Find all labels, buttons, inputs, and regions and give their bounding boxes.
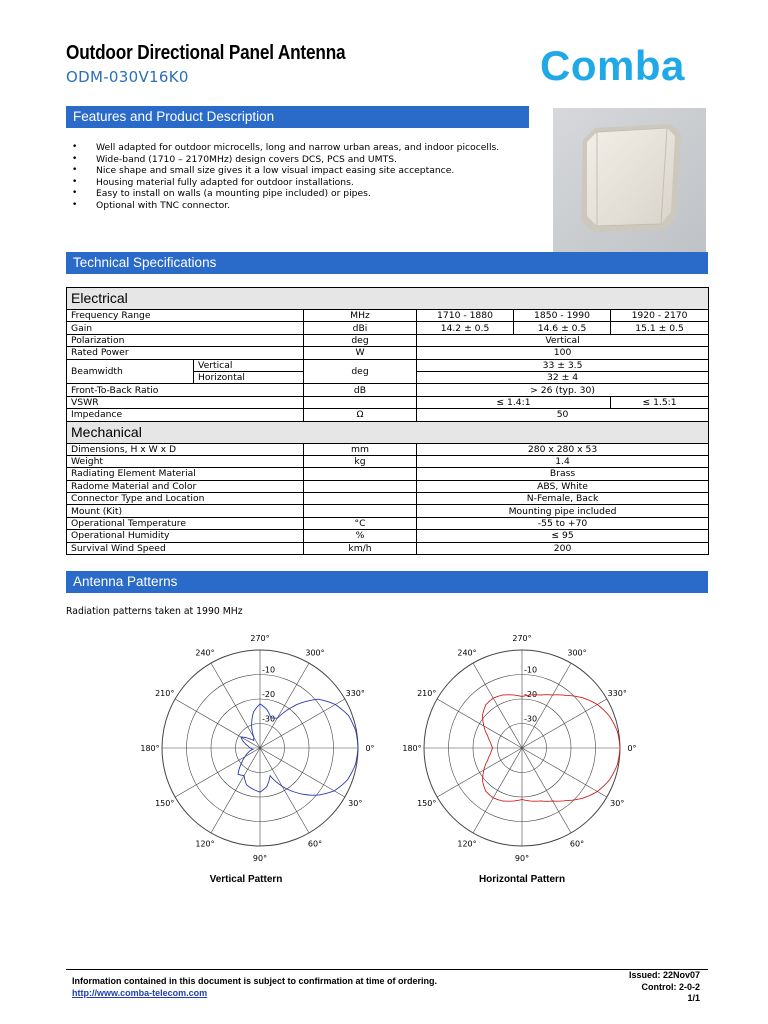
table-row: Radiating Element Material Brass (67, 468, 709, 480)
list-item: • Wide-band (1710 – 2170MHz) design covers DCS, PCS and UMTS. (70, 154, 510, 166)
table-row: Weight kg 1.4 (67, 455, 709, 467)
page-number: 1/1 (687, 993, 700, 1003)
horizontal-angle-label: 150° (417, 799, 437, 808)
vertical-angle-label: 30° (348, 799, 363, 808)
vertical-angle-label: 240° (195, 648, 215, 658)
vertical-grid-spoke (211, 663, 260, 748)
vertical-angle-label: 150° (155, 799, 175, 808)
horizontal-grid-spoke (473, 748, 522, 833)
vertical-grid-spoke (260, 699, 345, 748)
antenna-image (553, 108, 706, 253)
vertical-angle-label: 120° (195, 839, 215, 849)
website-link[interactable]: http://www.comba-telecom.com (72, 988, 208, 998)
table-row: Operational Temperature °C -55 to +70 (67, 517, 709, 529)
vertical-ring-label: -30 (262, 714, 276, 724)
table-row: Dimensions, H x W x D mm 280 x 280 x 53 (67, 443, 709, 455)
list-item: • Easy to install on walls (a mounting pipe included) or pipes. (70, 188, 510, 200)
footer-notice-text: Information contained in this document is subject to confirmation at time of ordering. (72, 976, 438, 986)
horizontal-grid-spoke (522, 748, 571, 833)
horizontal-angle-label: 270° (512, 634, 532, 643)
table-row: Front-To-Back Ratio dB > 26 (typ. 30) (67, 384, 709, 396)
list-item: • Optional with TNC connector. (70, 200, 510, 212)
control-number: Control: 2-0-2 (641, 981, 700, 992)
table-row: VSWR ≤ 1.4:1 ≤ 1.5:1 (67, 396, 709, 408)
vertical-grid-spoke (260, 748, 345, 797)
issued-date: Issued: 22Nov07 (628, 970, 700, 980)
table-row: Gain dBi 14.2 ± 0.5 14.6 ± 0.5 15.1 ± 0.5 (67, 322, 709, 334)
vertical-grid-spoke (260, 663, 309, 748)
horizontal-grid-spoke (522, 663, 571, 748)
horizontal-ring-label: -20 (524, 690, 538, 699)
table-row: Horizontal 32 ± 4 (67, 371, 709, 383)
vertical-grid-spoke (211, 748, 260, 833)
horizontal-ring-label: -30 (524, 714, 538, 724)
patterns-heading: Antenna Patterns (66, 571, 708, 593)
horizontal-angle-label: 240° (457, 648, 477, 658)
horizontal-grid-spoke (437, 699, 522, 748)
vertical-angle-label: 0° (365, 744, 375, 753)
model-number: ODM-030V16K0 (66, 68, 189, 86)
horizontal-grid-spoke (437, 748, 522, 797)
horizontal-pattern-chart (402, 628, 642, 868)
table-row: Frequency Range MHz 1710 - 1880 1850 - 1990 1920 - 2170 (67, 310, 709, 322)
table-row: Radome Material and Color ABS, White (67, 480, 709, 492)
spec-table (66, 287, 709, 555)
electrical-section-title: Electrical (67, 288, 709, 310)
table-row: Connector Type and Location N-Female, Back (67, 493, 709, 505)
features-heading: Features and Product Description (66, 106, 529, 128)
table-row: Operational Humidity % ≤ 95 (67, 530, 709, 542)
horizontal-grid-spoke (522, 748, 607, 797)
vertical-angle-label: 90° (252, 854, 268, 863)
vertical-ring-label: -10 (262, 665, 276, 675)
horizontal-angle-label: 90° (514, 854, 530, 863)
horizontal-angle-label: 30° (610, 799, 625, 808)
vertical-pattern-label: Vertical Pattern (209, 874, 283, 885)
table-row: Mount (Kit) Mounting pipe included (67, 505, 709, 517)
list-item: • Nice shape and small size gives it a low visual impact easing site acceptance. (70, 165, 510, 177)
vertical-angle-label: 270° (250, 634, 270, 643)
horizontal-ring-label: -10 (524, 665, 538, 675)
table-row: Rated Power W 100 (67, 347, 709, 359)
footer-notice (72, 975, 437, 999)
product-photo (553, 108, 706, 253)
table-row: Survival Wind Speed km/h 200 (67, 542, 709, 554)
horizontal-angle-label: 120° (457, 839, 477, 849)
horizontal-angle-label: 60° (569, 839, 585, 849)
horizontal-pattern-label: Horizontal Pattern (478, 874, 566, 885)
specs-heading: Technical Specifications (66, 252, 708, 274)
horizontal-angle-label: 0° (627, 744, 637, 753)
mechanical-section-title: Mechanical (67, 421, 709, 443)
comba-logo: Comba (540, 42, 685, 89)
vertical-grid-spoke (260, 748, 309, 833)
vertical-angle-label: 180° (140, 744, 160, 753)
vertical-ring-label: -20 (262, 690, 276, 699)
page-title: Outdoor Directional Panel Antenna (66, 42, 346, 64)
vertical-angle-label: 330° (345, 689, 365, 698)
list-item: • Well adapted for outdoor microcells, long and narrow urban areas, and indoor picocells. (70, 142, 510, 154)
horizontal-angle-label: 300° (567, 648, 587, 658)
patterns-caption: Radiation patterns taken at 1990 MHz (66, 606, 243, 617)
horizontal-angle-label: 180° (402, 744, 422, 753)
vertical-grid-spoke (175, 699, 260, 748)
horizontal-grid-spoke (522, 699, 607, 748)
vertical-angle-label: 210° (155, 689, 175, 698)
vertical-angle-label: 60° (307, 839, 323, 849)
vertical-pattern-curve (238, 699, 358, 795)
vertical-grid-spoke (175, 748, 260, 797)
horizontal-angle-label: 330° (607, 689, 627, 698)
horizontal-grid-spoke (473, 663, 522, 748)
features-list (70, 142, 510, 212)
table-row: Polarization deg Vertical (67, 334, 709, 346)
table-row: Beamwidth Vertical deg 33 ± 3.5 (67, 359, 709, 371)
list-item: • Housing material fully adapted for outdoor installations. (70, 177, 510, 189)
document-control (560, 970, 700, 1005)
table-row: Impedance Ω 50 (67, 409, 709, 421)
horizontal-angle-label: 210° (417, 689, 437, 698)
vertical-angle-label: 300° (305, 648, 325, 658)
vertical-pattern-chart (140, 628, 380, 868)
